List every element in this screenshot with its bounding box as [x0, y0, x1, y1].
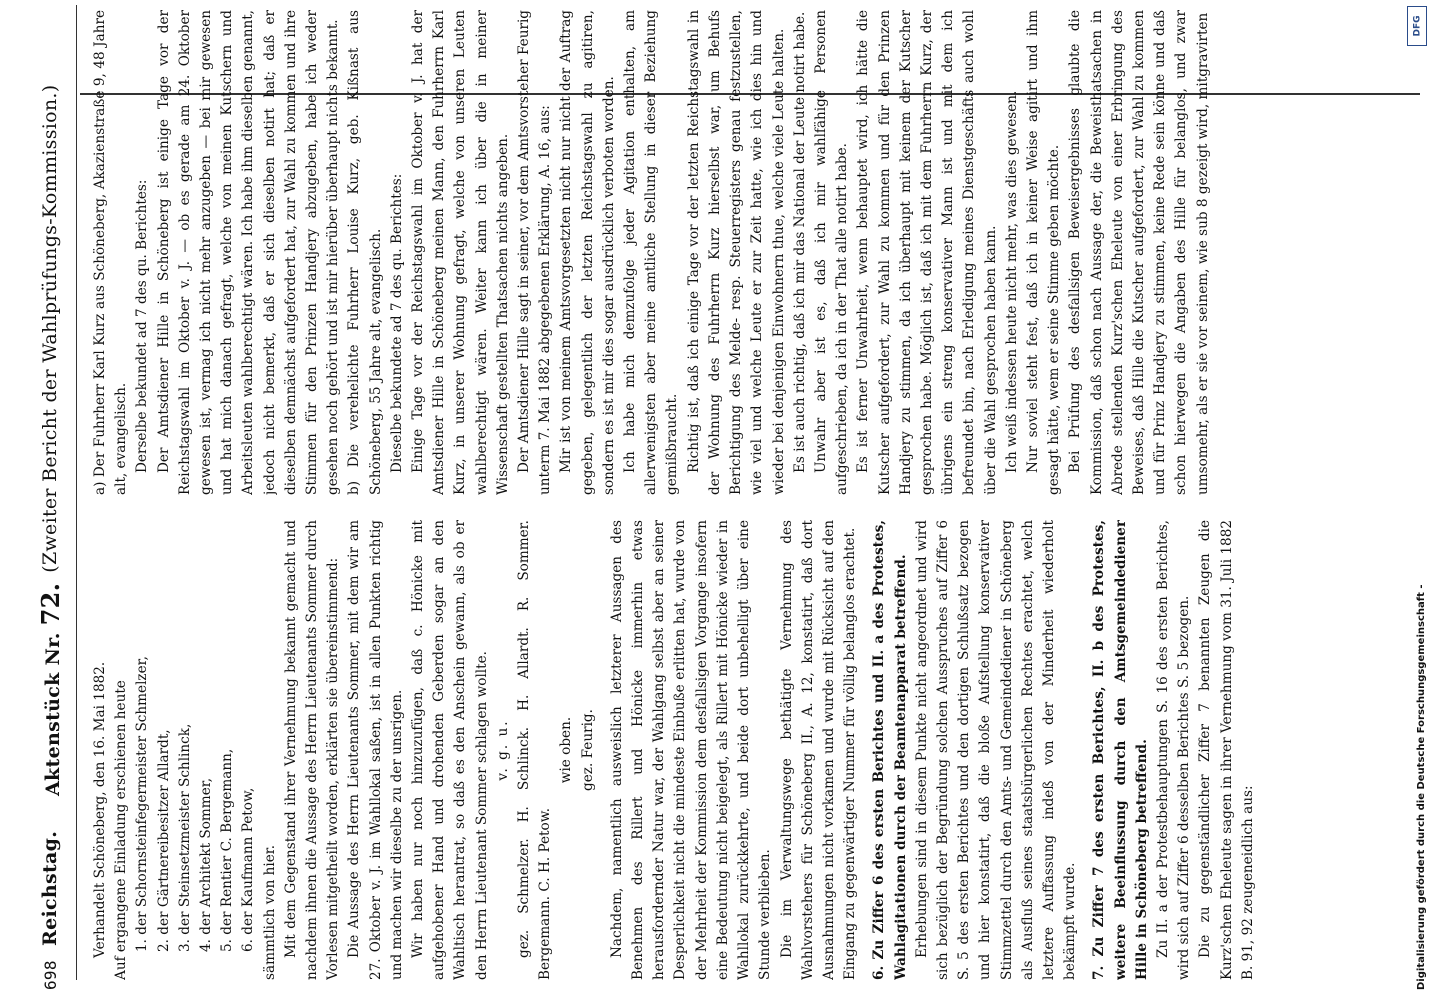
- paragraph: Verhandelt Schöneberg, den 16. Mai 1882.: [92, 661, 108, 958]
- paragraph: Erhebungen sind in diesem Punkte nicht angeordnet und wird sich bezüglich der Begründung solchen Ausspruches auf Ziffer 6 S. 5 des ersten Berichtes und den dortigen Schlußsatz bezogen und hier konstatirt, daß die bloße Aufstellung konservativer Stimmzettel durch den Amts- und Gemeindediener in Schöneberg als Ausfluß seines staatsbürgerlichen Rechtes erachtet, welch letztere Auffassung indeß von der Minderheit wiederholt bekämpft wurde.: [913, 520, 1079, 980]
- paragraph: [599, 520, 607, 980]
- funding-note: Digitalisierung gefördert durch die Deutsche Forschungsgemeinschaft -: [1416, 584, 1427, 990]
- paragraph: 4. der Architekt Sommer,: [198, 777, 215, 952]
- paragraph: Richtig ist, daß ich einige Tage vor der letzten Reichstagswahl in der Wohnung des Fuhrherrn Kurz hierselbst war, um Behufs Berichtigung des Melde- resp. Steuerregisters genau festzustellen, wie viel und welche Leute er zur Zeit hatte, wie ich dies hin und wieder bei denjenigen Einwohnern thue, welche viele Leute halten.: [685, 10, 787, 495]
- paragraph: [861, 520, 869, 980]
- paragraph: 2. der Gärtnereibesitzer Allardt,: [155, 729, 172, 952]
- paragraph: Nachdem, namentlich ausweislich letzterer Aussagen des Benehmen des Rillert und Hönicke immerhin etwas herausfordernder Natur war, der Wahlgang selbst aber an seiner Desperlichkeit nicht die mindeste Einbuße erlitten hat, wurde von der Mehrheit der Kommission dem desfallsigen Vorgange insofern eine Bedeutung nicht beigelegt, als Rillert mit Hönicke wieder in Wahllokal zurückkehrte, und beide dort unbehelligt über eine Stunde verblieben.: [608, 520, 774, 980]
- paragraph: Der Amtsdiener Hille in Schöneberg ist einige Tage vor der Reichstagswahl im Oktober v. J. — ob es gerade am 24. Oktober gewesen ist, vermag ich nicht mehr anzugeben — bei mir gewesen und hat mich danach gefragt, welche von meinen Kutschern und Arbeitsleuten wahlberechtigt wären. Ich habe ihm dieselben genannt, jedoch nicht bemerkt, daß er sich dieselben notirt hat; daß er dieselben demnächst aufgefordert hat, zur Wahl zu kommen und ihre Stimmen für den Prinzen Handjery abzugeben, habe ich weder gesehen noch gehört und ist mir hierüber überhaupt nichts bekannt.: [155, 10, 342, 495]
- paragraph: sämmtlich von hier.: [261, 844, 278, 980]
- paragraph: wie oben.: [558, 716, 575, 784]
- paragraph: Die im Verwaltungswege bethätigte Vernehmung des Wahlvorstehers für Schöneberg II., A. 12, konstatirt, daß dort Ausnahmungen nicht vorkamen und wurde mit Rücksicht auf den Eingang zu gegenwärtiger Nummer für völlig belanglos erachtet.: [778, 520, 859, 980]
- paragraph: 5. der Rentier C. Bergemann,: [219, 748, 236, 952]
- paragraph: v. g. u.: [494, 719, 511, 781]
- dfg-logo-text: DFG: [1412, 15, 1423, 37]
- header-rule: [76, 5, 77, 980]
- paragraph: Ich habe mich demzufolge jeder Agitation enthalten, am allerwenigsten aber meine amtliche Stellung in dieser Beziehung gemißbraucht.: [622, 10, 681, 495]
- header-aktenstueck-prefix: Aktenstück Nr.: [41, 625, 64, 796]
- page-number: 698: [40, 960, 60, 990]
- page-header: [28, 5, 72, 990]
- paragraph: 1. der Schornsteinfegermeister Schmelzer,: [134, 656, 151, 952]
- paragraph: Mit dem Gegenstand ihrer Vernehmung bekannt gemacht und nachdem ihnen die Aussage des Herrn Lieutenants Sommer durch Vorlesen mitgetheilt worden, erklärten sie übereinstimmend:: [282, 520, 342, 980]
- paragraph: Zu II. a der Protestbehauptungen S. 16 des ersten Berichtes, wird sich auf Ziffer 6 desselben Berichtes S. 5 bezogen.: [1154, 520, 1193, 980]
- paragraph: gez. Feurig.: [579, 709, 596, 791]
- paragraph: Die zu gegenständlicher Ziffer 7 benannten Zeugen die Kurz'schen Eheleute sagen in ihrer Vernehmung vom 31. Juli 1882 B. 91, 92 zeugeneidlich aus:: [1197, 520, 1256, 980]
- paragraph: 6. der Kaufmann Petow,: [240, 787, 257, 952]
- paragraph: Bei Prüfung des desfallsigen Beweisergebnisses glaubte die Kommission, daß schon nach Aussage der, die Beweisthatsachen in Abrede stellenden Kurz'schen Eheleute von einer Erbringung des Beweises, daß Hille die Kutscher aufgefordert, zur Wahl zu kommen und für Prinz Handjery zu stimmen, keine Rede sein könne und daß schon hierwegen die Angaben des Hille für belanglos, und zwar umsomehr, als er sie vor seinem, wie sub 8 gezeigt wird, mitgravirten: [1067, 10, 1211, 495]
- paragraph: b) Die verehelichte Fuhrherr Louise Kurz, geb. Kißnast aus Schöneberg, 55 Jahre alt, evangelisch.: [346, 10, 384, 495]
- paragraph: 3. der Steinsetzmeister Schlinck,: [176, 723, 193, 952]
- paragraph: Es ist auch richtig, daß ich mir das National der Leute notirt habe.: [791, 11, 808, 473]
- paragraph: Nur soviel steht fest, daß ich in keiner Weise agitirt und ihm gesagt hätte, wem er seine Stimme geben möchte.: [1024, 10, 1063, 495]
- paragraph: Einige Tage vor der Reichstagswahl im Oktober v. J. hat der Amtsdiener Hille in Schöneberg meinen Mann, den Fuhrherrn Karl Kurz, in unserer Wohnung gefragt, welche von unseren Leuten wahlberechtigt wären. Weiter kann ich über die in meiner Wissenschaft gestellten Thatsachen nichts angeben.: [410, 10, 511, 495]
- paragraph: a) Der Fuhrherr Karl Kurz aus Schöneberg, Akazienstraße 9, 48 Jahre alt, evangelisch.: [92, 10, 130, 495]
- paragraph: Unwahr aber ist es, daß ich mir wahlfähige Personen aufgeschrieben, da ich in der That alle notirt habe.: [812, 10, 851, 495]
- paragraph: Die Aussage des Herrn Lieutenants Sommer, mit dem wir am 27. Oktober v. J. im Wahllokal saßen, ist in allen Punkten richtig und machen wir dieselbe zu der unsrigen.: [346, 520, 405, 980]
- right-column: [90, 10, 1425, 495]
- paragraph: Auf ergangene Einladung erschienen heute: [113, 680, 130, 980]
- header-report-title: (Zweiter Bericht der Wahlprüfungs-Kommission.): [39, 84, 61, 573]
- paragraph: Mir ist von meinem Amtsvorgesetzten nicht nur nicht der Auftrag gegeben, gelegentlich der letzten Reichstagswahl zu agitiren, sondern es ist mir dies sogar ausdrücklich verboten worden.: [558, 10, 617, 495]
- paragraph: Dieselbe bekundete ad 7 des qu. Berichtes:: [388, 173, 405, 473]
- paragraph: 6. Zu Ziffer 6 des ersten Berichtes und II. a des Protestes, Wahlagitationen durch der Beamtenapparat betreffend.: [871, 520, 909, 980]
- header-aktenstueck-number: 72.: [35, 582, 65, 626]
- paragraph: gez. Schmelzer. H. Schlinck. H. Allardt. R. Sommer. Bergemann. C. H. Petow.: [516, 520, 554, 980]
- header-aktenstueck: [36, 583, 65, 796]
- header-reichstag: Reichstag.: [39, 830, 61, 946]
- paragraph: Derselbe bekundet ad 7 des qu. Berichtes:: [134, 179, 151, 473]
- paragraph: [1081, 520, 1089, 980]
- paragraph: Der Amtsdiener Hille sagt in seiner, vor dem Amtsvorsteher Feurig unterm 7. Mai 1882 abgegebenen Erklärung, A. 16, aus:: [516, 10, 554, 495]
- left-column: [90, 520, 1425, 980]
- paragraph: Es ist ferner Unwahrheit, wenn behauptet wird, ich hätte die Kutscher aufgefordert, zur Wahl zu kommen und für den Prinzen Handjery zu stimmen, da ich überhaupt mit keinem der Kutscher gesprochen habe. Möglich ist, daß ich mit dem Fuhrherrn Kurz, der übrigens ein streng konservativer Mann ist und mit dem ich befreundet bin, nach Erledigung meines Dienstgeschäfts auch wohl über die Wahl gesprochen haben kann.: [855, 10, 999, 495]
- paragraph: 7. Zu Ziffer 7 des ersten Berichtes, II. b des Protestes, weitere Beeinflussung durch den Amtsgemeindediener Hille in Schöneberg betreffend.: [1091, 520, 1150, 980]
- paragraph: Ich weiß indessen heute nicht mehr, was dies gewesen.: [1003, 90, 1020, 473]
- paragraph: Wir haben nur noch hinzuzufügen, daß c. Hönicke mit aufgehobener Hand und drohenden Geberden sogar an den Wahltisch herantrat, so daß es den Anschein gewann, als ob er den Herrn Lieutenant Sommer schlagen wollte.: [410, 520, 490, 980]
